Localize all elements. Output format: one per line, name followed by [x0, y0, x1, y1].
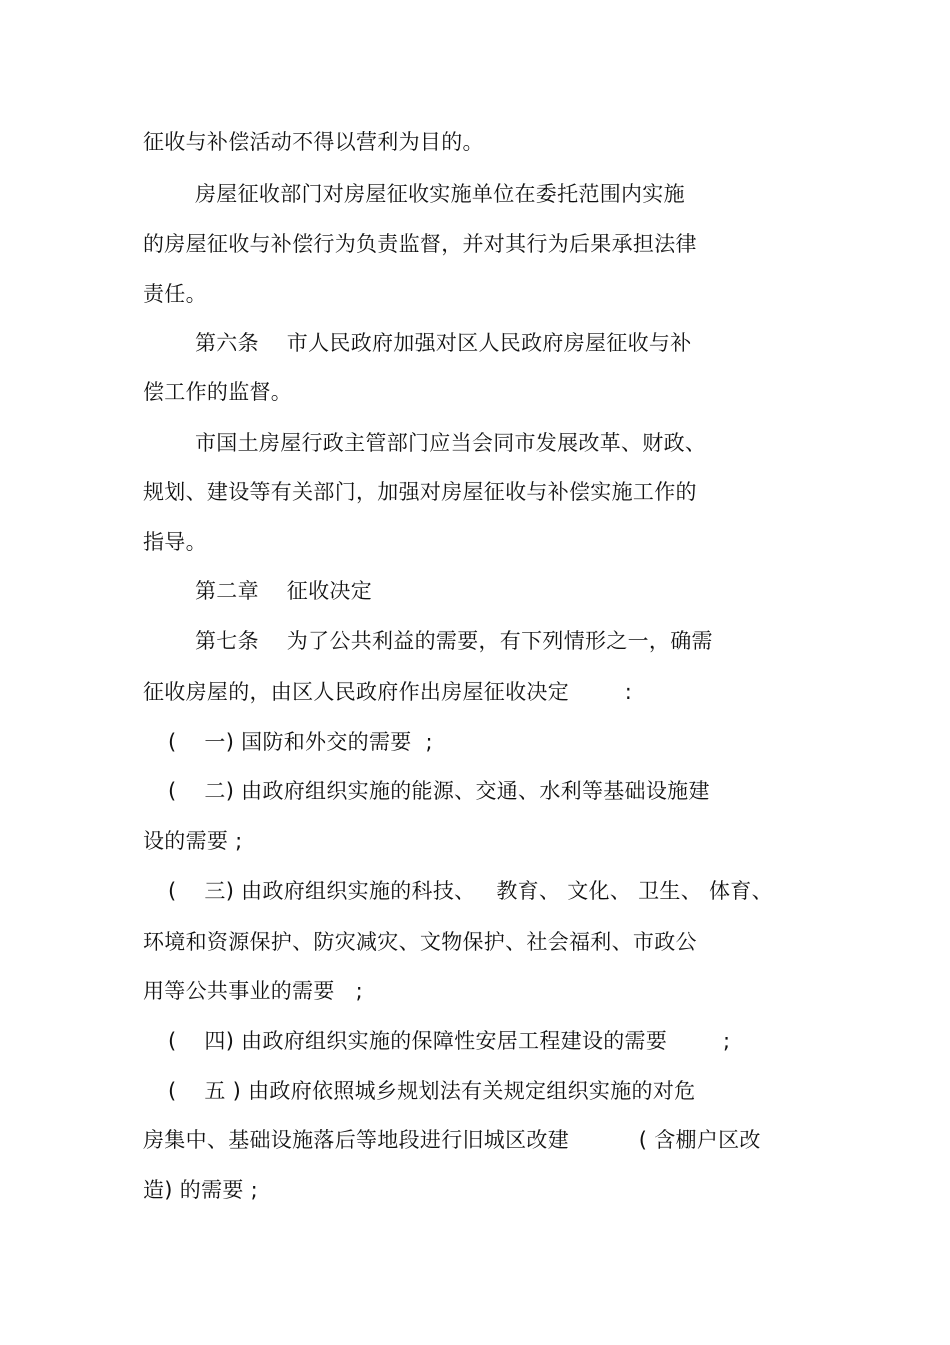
- text-line-3: 的房屋征收与补偿行为负责监督，并对其行为后果承担法律: [143, 232, 697, 256]
- text-line-1: 征收与补偿活动不得以营利为目的。: [143, 130, 484, 154]
- text-line-7: 市国土房屋行政主管部门应当会同市发展改革、财政、: [195, 431, 707, 455]
- chapter-heading: 第二章 征收决定: [195, 579, 373, 603]
- list-item-4: ( 四) 由政府组织实施的保障性安居工程建设的需要 ;: [168, 1029, 731, 1053]
- article-6-line-2: 偿工作的监督。: [143, 380, 293, 404]
- text-line-9: 指导。: [143, 530, 207, 554]
- list-item-3-line-2: 环境和资源保护、防灾减灾、文物保护、社会福利、市政公: [143, 930, 697, 954]
- article-7-line-1: 第七条 为了公共利益的需要，有下列情形之一，确需: [195, 629, 713, 653]
- list-item-5-line-1: ( 五 ) 由政府依照城乡规划法有关规定组织实施的对危: [168, 1079, 696, 1103]
- list-item-5-line-2: 房集中、基础设施落后等地段进行旧城区改建 ( 含棚户区改: [143, 1128, 761, 1152]
- list-item-2-line-2: 设的需要 ;: [143, 829, 243, 853]
- text-line-4: 责任。: [143, 282, 207, 306]
- text-line-2: 房屋征收部门对房屋征收实施单位在委托范围内实施: [195, 182, 685, 206]
- list-item-3-line-3: 用等公共事业的需要 ;: [143, 979, 364, 1003]
- list-item-1: ( 一) 国防和外交的需要 ;: [168, 730, 433, 754]
- text-line-8: 规划、建设等有关部门，加强对房屋征收与补偿实施工作的: [143, 480, 697, 504]
- list-item-2-line-1: ( 二) 由政府组织实施的能源、交通、水利等基础设施建: [168, 779, 710, 803]
- article-6-line-1: 第六条 市人民政府加强对区人民政府房屋征收与补: [195, 331, 692, 355]
- article-7-line-2: 征收房屋的，由区人民政府作出房屋征收决定 :: [143, 680, 633, 704]
- list-item-5-line-3: 造) 的需要 ;: [143, 1178, 259, 1202]
- list-item-3-line-1: ( 三) 由政府组织实施的科技、 教育、 文化、 卫生、 体育、: [168, 879, 773, 903]
